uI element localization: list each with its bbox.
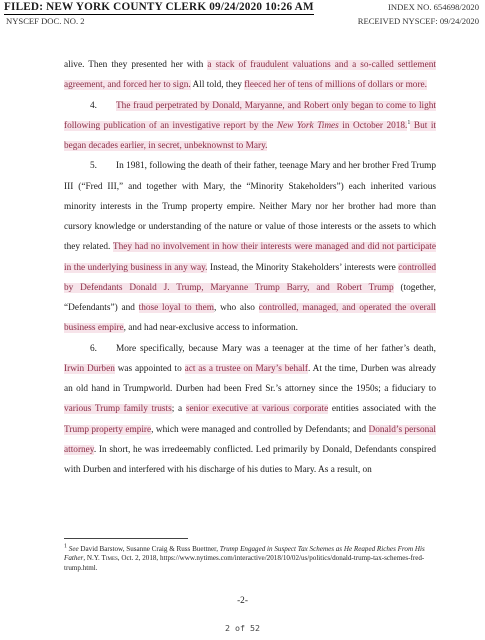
highlighted-text: Irwin Durben xyxy=(64,363,115,374)
text-run: , who also xyxy=(214,303,259,313)
text-run: Times xyxy=(101,554,118,563)
text-run: All told, they xyxy=(190,80,245,91)
highlighted-text: The fraud perpetrated by Donald, Maryanne, and Robert only began to come to light following publication of an investigative report by the xyxy=(64,100,436,131)
highlighted-text: those loyal to them xyxy=(138,303,215,313)
paragraph-text xyxy=(64,344,436,476)
text-run: Instead, the Minority Stakeholders’ interests were xyxy=(207,262,399,273)
text-run: , and had near-exclusive access to information. xyxy=(123,323,298,334)
paragraph-4 xyxy=(64,96,436,157)
footnote-divider xyxy=(64,538,188,539)
index-number: INDEX NO. 654698/2020 xyxy=(388,2,479,12)
paragraph-number: 5. xyxy=(90,161,97,172)
paragraph-continued xyxy=(64,55,436,96)
highlighted-text: fleeced her of tens of millions of dollars or more. xyxy=(244,80,428,91)
text-run: entities associated with the xyxy=(328,404,436,415)
paragraph-text xyxy=(64,161,436,333)
page-of-count: 2 of 52 xyxy=(225,623,260,633)
highlighted-text: controlled, managed, and operated the overall business empire xyxy=(64,303,436,334)
text-run: David Barstow, Susanne Craig & Russ Buettner, xyxy=(78,545,220,553)
text-run: was appointed to xyxy=(114,363,185,374)
text-run: . At the time, Durben was already an old hand in Trumpworld. Durben had been Fred Sr.’s attorney since the 1950s; a fiduciary to xyxy=(64,363,436,394)
document-body xyxy=(64,55,436,480)
paragraph-5 xyxy=(64,156,436,338)
footnote-ref: 1 xyxy=(407,119,411,126)
doc-number: NYSCEF DOC. NO. 2 xyxy=(6,16,85,26)
text-run: In 1981, following the death of their father, teenage Mary and her brother Fred Trump III (“Fred III,” and together with Mary, the “Minority Stakeholders”) each inherited various minority interests in the Trump property empire. Neither Mary nor her brother had more than cursory knowledge or understanding of the nature or value of those interests or the assets to which they related. xyxy=(64,161,436,253)
highlighted-text: a stack of fraudulent valuations and a so-called settlement agreement, and forced her to sign. xyxy=(64,60,436,91)
highlighted-text: act as a trustee on Mary’s behalf xyxy=(184,363,308,374)
text-run: . In short, he was irredeemably conflicted. Led primarily by Donald, Defendants conspired with Durben and interfered with his discharge of his duties to Mary. As a result, on xyxy=(64,444,436,475)
received-date: RECEIVED NYSCEF: 09/24/2020 xyxy=(357,16,479,26)
text-run: (together, “Defendants”) and xyxy=(64,282,436,313)
text-run: , N.Y. xyxy=(83,554,102,563)
highlighted-text: They had no involvement in how their interests were managed and did not participate in the underlying business in any way. xyxy=(64,242,436,273)
paragraph-6 xyxy=(64,339,436,481)
paragraph-number: 6. xyxy=(90,343,97,354)
highlighted-text: controlled by Defendants Donald J. Trump, Maryanne Trump Barry, and Robert Trump xyxy=(64,262,436,293)
highlighted-text: senior executive at various corporate xyxy=(185,404,329,415)
highlighted-text: various Trump family trusts xyxy=(64,404,172,415)
footnote-ref: 1 xyxy=(64,543,67,550)
filed-banner: FILED: NEW YORK COUNTY CLERK 09/24/2020 10:26 AM xyxy=(4,1,314,13)
paragraph-number: 4. xyxy=(90,100,97,111)
highlighted-text: in October 2018. xyxy=(338,120,408,131)
highlighted-text: But it began decades earlier, in secret, unbeknownst to Mary. xyxy=(64,120,436,151)
text-run: ; a xyxy=(171,404,186,415)
footnote xyxy=(64,545,436,573)
highlighted-text: New York Times xyxy=(276,120,339,131)
page-number: -2- xyxy=(237,596,248,606)
text-run: , which were managed and controlled by Defendants; and xyxy=(151,424,369,435)
text-run: Trump Engaged in Suspect Tax Schemes as He Reaped Riches From His Father xyxy=(64,545,425,563)
paragraph-text xyxy=(64,101,436,152)
highlighted-text: Donald’s personal attorney xyxy=(64,424,436,455)
text-run: See xyxy=(68,545,79,553)
text-run: alive. Then they presented her with xyxy=(64,60,208,70)
text-run: , Oct. 2, 2018, https://www.nytimes.com/interactive/2018/10/02/us/politics/donald-trump-tax-schemes-fred-trump.html. xyxy=(64,554,425,572)
highlighted-text: Trump property empire xyxy=(64,424,152,435)
text-run: More specifically, because Mary was a teenager at the time of her father’s death, xyxy=(116,343,436,354)
